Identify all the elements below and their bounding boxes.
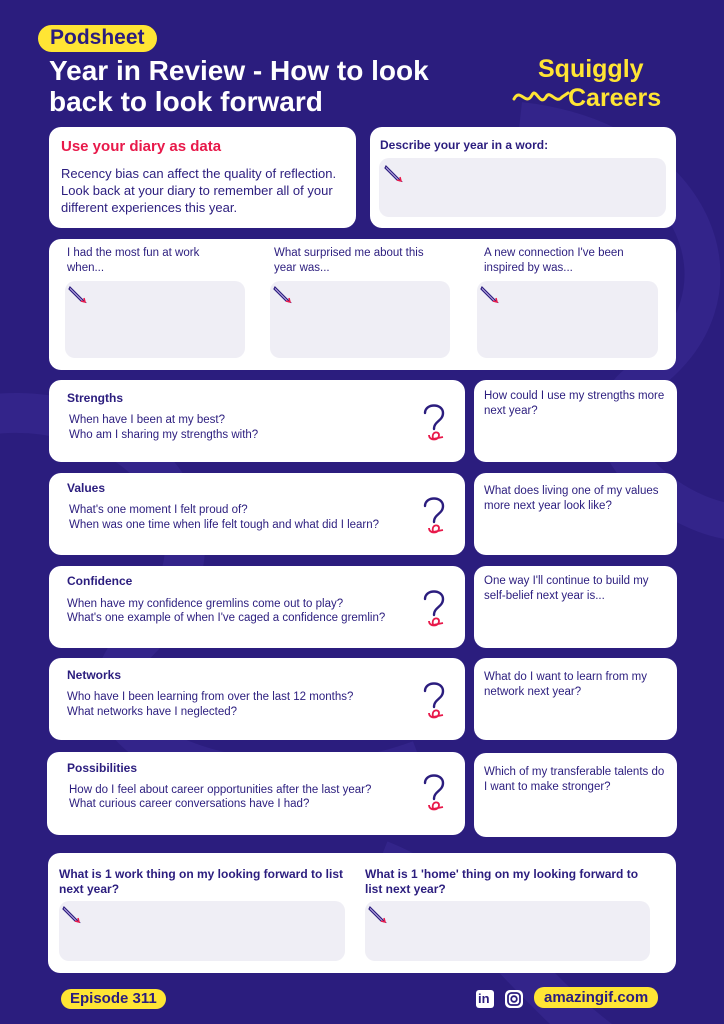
home-thing-heading: What is 1 'home' thing on my looking forward to list next year? bbox=[365, 867, 639, 896]
possibilities-card bbox=[47, 752, 465, 835]
confidence-q1: When have my confidence gremlins come out to play? bbox=[67, 598, 344, 610]
question-mark-icon bbox=[419, 771, 449, 813]
possibilities-side-prompt: Which of my transferable talents do I want to make stronger? bbox=[484, 766, 665, 793]
networks-q1: Who have I been learning from over the last 12 months? bbox=[67, 691, 354, 703]
strengths-side-prompt: How could I use my strengths more next year? bbox=[484, 390, 665, 417]
networks-title: Networks bbox=[67, 668, 122, 682]
networks-q2: What networks have I neglected? bbox=[67, 706, 238, 718]
strengths-q1: When have I been at my best? bbox=[69, 414, 225, 426]
values-side-prompt: What does living one of my values more next year look like? bbox=[484, 485, 659, 512]
page-title: Year in Review - How to look back to look forward bbox=[49, 55, 429, 117]
networks-side-prompt: What do I want to learn from my network next year? bbox=[484, 671, 647, 698]
strengths-card bbox=[49, 380, 465, 462]
year-in-a-word-card bbox=[370, 127, 676, 228]
looking-forward-card bbox=[48, 853, 676, 973]
diary-heading: Use your diary as data bbox=[61, 138, 222, 155]
pencil-icon bbox=[272, 283, 294, 305]
values-q2: When was one time when life felt tough and what did I learn? bbox=[69, 519, 380, 531]
networks-side-card[interactable] bbox=[474, 658, 677, 740]
possibilities-q2: What curious career conversations have I had? bbox=[69, 798, 310, 810]
confidence-side-prompt: One way I'll continue to build my self-belief next year is... bbox=[484, 575, 649, 602]
prompt-connection: A new connection I've been inspired by was... bbox=[484, 247, 624, 274]
website-link[interactable]: amazingif.com bbox=[534, 987, 658, 1008]
logo-line1: Squiggly bbox=[538, 55, 644, 83]
work-thing-heading: What is 1 work thing on my looking forward to list next year? bbox=[59, 867, 344, 896]
reflection-prompts-card bbox=[49, 239, 676, 370]
linkedin-icon-glyph: in bbox=[478, 991, 490, 1006]
episode-badge: Episode 311 bbox=[61, 989, 166, 1009]
pencil-icon bbox=[67, 283, 89, 305]
work-thing-input[interactable] bbox=[59, 901, 345, 961]
confidence-card bbox=[49, 566, 465, 648]
question-mark-icon bbox=[419, 494, 449, 536]
year-in-a-word-heading: Describe your year in a word: bbox=[380, 138, 549, 152]
confidence-q2: What's one example of when I've caged a confidence gremlin? bbox=[67, 612, 386, 624]
prompt-surprised: What surprised me about this year was... bbox=[274, 247, 424, 274]
prompt-fun-input[interactable] bbox=[65, 281, 245, 358]
diary-card bbox=[49, 127, 356, 228]
logo-line2: Careers bbox=[568, 84, 662, 112]
confidence-title: Confidence bbox=[67, 574, 133, 588]
values-card bbox=[49, 473, 465, 555]
pencil-icon bbox=[61, 903, 83, 925]
strengths-title: Strengths bbox=[67, 391, 124, 405]
year-in-a-word-input[interactable] bbox=[379, 158, 666, 217]
pencil-icon bbox=[479, 283, 501, 305]
question-mark-icon bbox=[419, 587, 449, 629]
networks-card bbox=[49, 658, 465, 740]
prompt-connection-input[interactable] bbox=[477, 281, 658, 358]
diary-text: Recency bias can affect the quality of reflection. Look back at your diary to remember all of your different experiences this year. bbox=[61, 166, 337, 215]
values-q1: What's one moment I felt proud of? bbox=[69, 504, 248, 516]
question-mark-icon bbox=[419, 401, 449, 443]
confidence-side-card[interactable] bbox=[474, 566, 677, 648]
possibilities-side-card[interactable] bbox=[474, 753, 677, 837]
pencil-icon bbox=[383, 162, 405, 184]
instagram-glyph-icon bbox=[505, 990, 523, 1008]
values-side-card[interactable] bbox=[474, 473, 677, 555]
pencil-icon bbox=[367, 903, 389, 925]
question-mark-icon bbox=[419, 679, 449, 721]
instagram-icon[interactable] bbox=[505, 990, 523, 1008]
strengths-side-card[interactable] bbox=[474, 380, 677, 462]
squiggly-careers-logo bbox=[512, 55, 682, 115]
squiggle-icon bbox=[512, 85, 572, 109]
possibilities-q1: How do I feel about career opportunities after the last year? bbox=[69, 784, 372, 796]
prompt-fun: I had the most fun at work when... bbox=[67, 247, 200, 274]
strengths-q2: Who am I sharing my strengths with? bbox=[69, 429, 259, 441]
podsheet-tag: Podsheet bbox=[38, 25, 157, 52]
values-title: Values bbox=[67, 481, 106, 495]
home-thing-input[interactable] bbox=[365, 901, 650, 961]
possibilities-title: Possibilities bbox=[67, 761, 138, 775]
prompt-surprised-input[interactable] bbox=[270, 281, 450, 358]
linkedin-icon[interactable] bbox=[476, 990, 494, 1008]
